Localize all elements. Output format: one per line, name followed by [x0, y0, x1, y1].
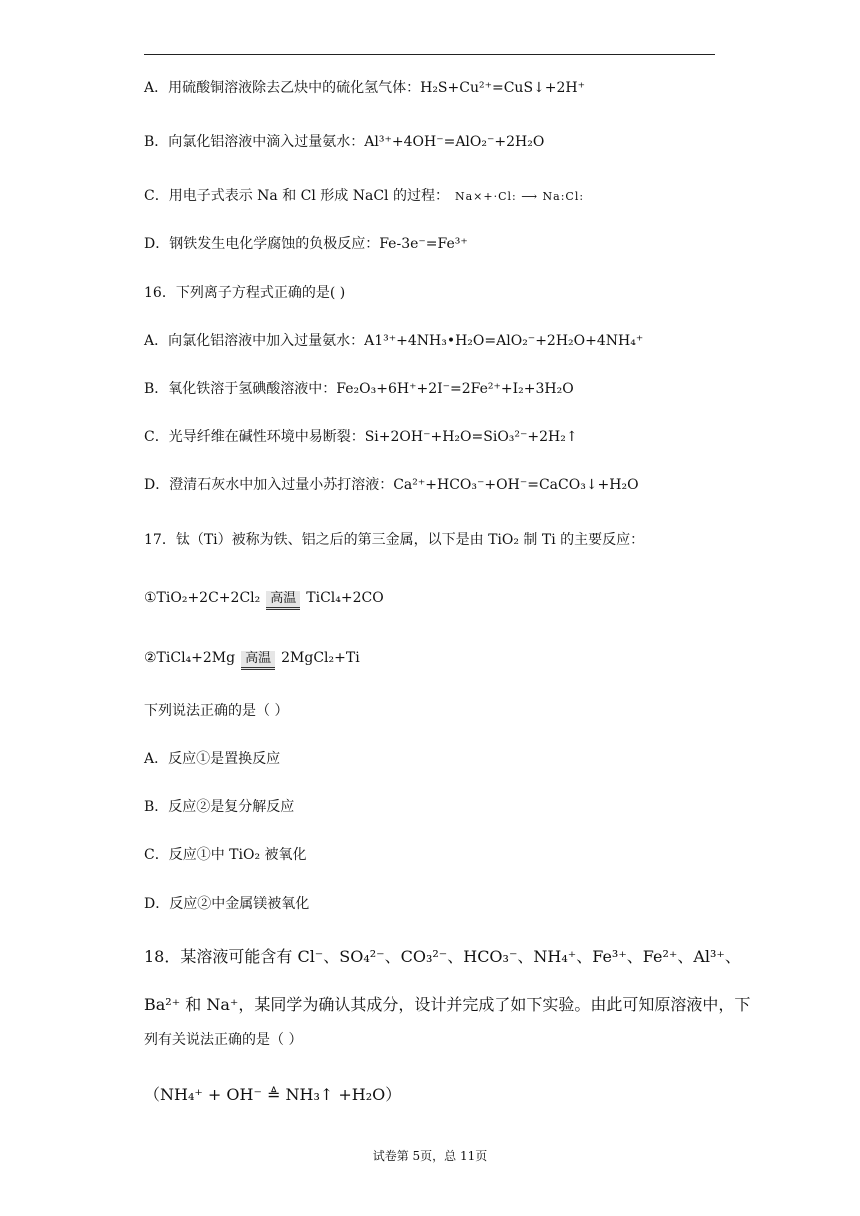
q15-option-c-text: C．用电子式表示 Na 和 Cl 形成 NaCl 的过程： — [144, 188, 449, 204]
header-rule — [144, 54, 715, 55]
reaction-1-right: TiCl₄+2CO — [306, 590, 384, 606]
q15-option-d: D．钢铁发生电化学腐蚀的负极反应：Fe-3e⁻=Fe³⁺ — [144, 236, 468, 252]
page-footer: 试卷第 5页，总 11页 — [372, 1149, 488, 1163]
reaction-1-left: ①TiO₂+2C+2Cl₂ — [144, 590, 261, 606]
q17-stem: 17．钛（Ti）被称为铁、铝之后的第三金属，以下是由 TiO₂ 制 Ti 的主要反应： — [144, 532, 645, 548]
q15-option-c — [144, 186, 584, 207]
q16-option-a: A．向氯化铝溶液中加入过量氨水：A1³⁺+4NH₃•H₂O=AlO₂⁻+2H₂O+4NH₄⁺ — [144, 333, 644, 349]
q17-reaction-2 — [144, 648, 360, 670]
q17-option-b: B．反应②是复分解反应 — [144, 799, 295, 815]
q18-line-1: 18．某溶液可能含有 Cl⁻、SO₄²⁻、CO₃²⁻、HCO₃⁻、NH₄⁺、Fe³⁺、Fe²⁺、Al³⁺、 — [144, 947, 741, 966]
q15-option-a: A．用硫酸铜溶液除去乙炔中的硫化氢气体：H₂S+Cu²⁺=CuS↓+2H⁺ — [144, 80, 585, 96]
q17-option-a: A．反应①是置换反应 — [144, 751, 281, 767]
q18-line-2: Ba²⁺ 和 Na⁺，某同学为确认其成分，设计并完成了如下实验。由此可知原溶液中，下 — [144, 995, 751, 1014]
q16-stem: 16．下列离子方程式正确的是( ) — [144, 285, 346, 301]
q18-line-3: 列有关说法正确的是（ ） — [144, 1032, 303, 1048]
reaction-2-left: ②TiCl₄+2Mg — [144, 650, 236, 666]
reaction-2-right: 2MgCl₂+Ti — [281, 650, 360, 666]
electron-dot-diagram: Na×+·Cl: ⟶ Na:Cl: — [455, 190, 585, 203]
q15-option-b: B．向氯化铝溶液中滴入过量氨水：Al³⁺+4OH⁻=AlO₂⁻+2H₂O — [144, 134, 545, 150]
q16-option-d: D．澄清石灰水中加入过量小苏打溶液：Ca²⁺+HCO₃⁻+OH⁻=CaCO₃↓+H₂O — [144, 477, 639, 493]
reaction-2-condition: 高温 — [241, 651, 275, 670]
q18-equation: （NH₄⁺ + OH⁻ ≜ NH₃↑ +H₂O） — [144, 1085, 402, 1104]
q16-option-b: B．氧化铁溶于氢碘酸溶液中：Fe₂O₃+6H⁺+2I⁻=2Fe²⁺+I₂+3H₂O — [144, 381, 574, 397]
q17-question: 下列说法正确的是（ ） — [144, 703, 289, 719]
q17-reaction-1 — [144, 588, 384, 610]
q17-option-c: C．反应①中 TiO₂ 被氧化 — [144, 847, 307, 863]
reaction-1-condition: 高温 — [266, 591, 300, 610]
q16-option-c: C．光导纤维在碱性环境中易断裂：Si+2OH⁻+H₂O=SiO₃²⁻+2H₂↑ — [144, 429, 578, 445]
q17-option-d: D．反应②中金属镁被氧化 — [144, 896, 310, 912]
